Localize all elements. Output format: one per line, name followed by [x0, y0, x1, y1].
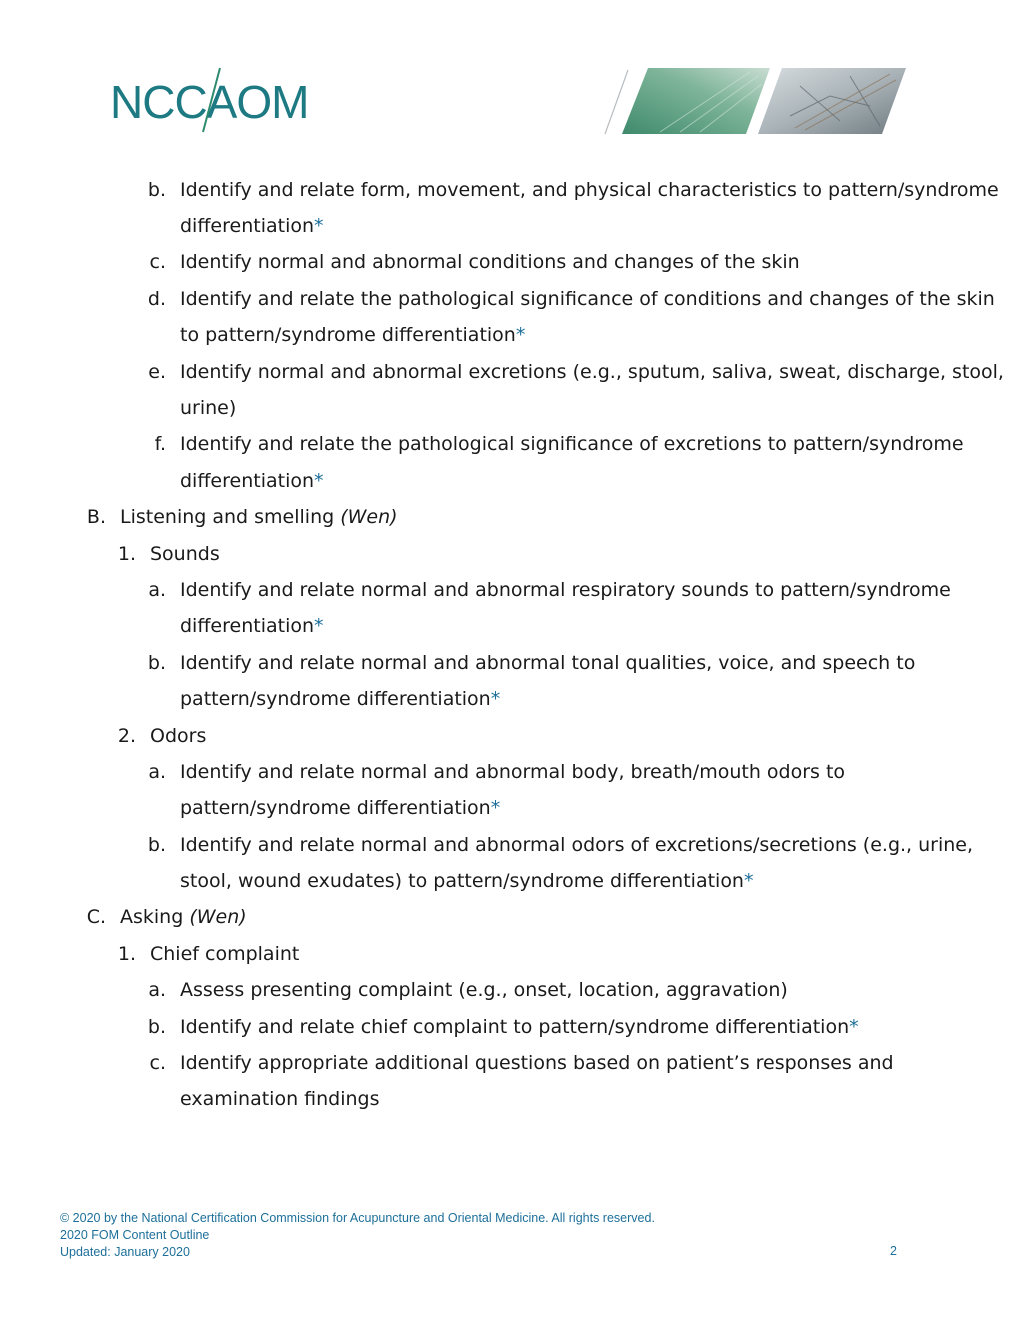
- item-continuation: urine): [180, 397, 237, 419]
- subsection-title: Sounds: [150, 543, 220, 565]
- asterisk: *: [314, 615, 324, 637]
- section-marker: C.: [86, 906, 106, 928]
- item-continuation: differentiation*: [180, 470, 324, 492]
- asterisk: *: [515, 324, 526, 346]
- item-marker: b.: [147, 1016, 166, 1038]
- item-text: Identify and relate form, movement, and physical characteristics to pattern/syndrome: [180, 179, 999, 201]
- item-text: Identify and relate chief complaint to pattern/syndrome differentiation*: [180, 1016, 859, 1038]
- item-marker: e.: [148, 361, 166, 383]
- item-marker: c.: [149, 1052, 166, 1074]
- item-marker: b.: [147, 834, 166, 856]
- item-continuation: differentiation*: [180, 215, 324, 237]
- updated-date: Updated: January 2020: [60, 1245, 190, 1259]
- copyright-notice: © 2020 by the National Certification Commission for Acupuncture and Oriental Medicine. All rights reserved.: [60, 1211, 655, 1225]
- logo-graphic: [110, 66, 320, 136]
- page-number: 2: [890, 1244, 897, 1258]
- item-text: Identify and relate normal and abnormal respiratory sounds to pattern/syndrome: [180, 579, 951, 601]
- item-continuation: stool, wound exudates) to pattern/syndrome differentiation*: [180, 870, 754, 892]
- subsection-title: Odors: [150, 725, 207, 747]
- item-continuation: pattern/syndrome differentiation*: [180, 797, 501, 819]
- item-continuation: differentiation*: [180, 615, 324, 637]
- subsection-marker: 1.: [117, 943, 136, 965]
- header-banner-image: [600, 66, 910, 136]
- asterisk: *: [314, 215, 324, 237]
- item-text: Identify and relate normal and abnormal body, breath/mouth odors to: [180, 761, 846, 783]
- item-marker: d.: [147, 288, 166, 310]
- item-text: Identify and relate normal and abnormal tonal qualities, voice, and speech to: [180, 652, 916, 674]
- item-text: Identify and relate the pathological significance of excretions to pattern/syndrome: [180, 433, 964, 455]
- item-marker: f.: [154, 433, 166, 455]
- subsection-marker: 1.: [117, 543, 136, 565]
- asterisk: *: [314, 470, 324, 492]
- asterisk: *: [490, 797, 501, 819]
- item-marker: a.: [148, 579, 166, 601]
- subsection-title: Chief complaint: [150, 943, 300, 965]
- nccaom-logo: [110, 66, 320, 136]
- item-text: Identify normal and abnormal conditions and changes of the skin: [180, 251, 800, 273]
- item-marker: b.: [147, 179, 166, 201]
- item-marker: a.: [148, 979, 166, 1001]
- asterisk: *: [849, 1016, 859, 1038]
- section-title: Listening and smelling (Wen): [120, 506, 398, 528]
- page-header: [0, 0, 1020, 150]
- item-continuation: pattern/syndrome differentiation*: [180, 688, 501, 710]
- section-title-italic: (Wen): [340, 506, 398, 528]
- item-marker: b.: [147, 652, 166, 674]
- logo-wordmark: NCCAOM: [110, 76, 309, 128]
- item-marker: a.: [148, 761, 166, 783]
- item-text: Identify appropriate additional questions based on patient’s responses and: [180, 1052, 894, 1074]
- subsection-marker: 2.: [117, 725, 136, 747]
- section-marker: B.: [86, 506, 106, 528]
- section-title: Asking (Wen): [120, 906, 247, 928]
- asterisk: *: [490, 688, 501, 710]
- outline-title: 2020 FOM Content Outline: [60, 1228, 210, 1242]
- item-text: Identify normal and abnormal excretions (e.g., sputum, saliva, sweat, discharge, stool,: [180, 361, 1004, 383]
- item-text: Assess presenting complaint (e.g., onset, location, aggravation): [180, 979, 788, 1001]
- asterisk: *: [743, 870, 754, 892]
- page-footer: [60, 1210, 910, 1261]
- item-text: Identify and relate normal and abnormal odors of excretions/secretions (e.g., urine,: [180, 834, 974, 856]
- item-continuation: examination findings: [180, 1088, 380, 1110]
- item-marker: c.: [149, 251, 166, 273]
- item-continuation: to pattern/syndrome differentiation*: [180, 324, 526, 346]
- item-text: Identify and relate the pathological significance of conditions and changes of the skin: [180, 288, 995, 310]
- section-title-italic: (Wen): [189, 906, 247, 928]
